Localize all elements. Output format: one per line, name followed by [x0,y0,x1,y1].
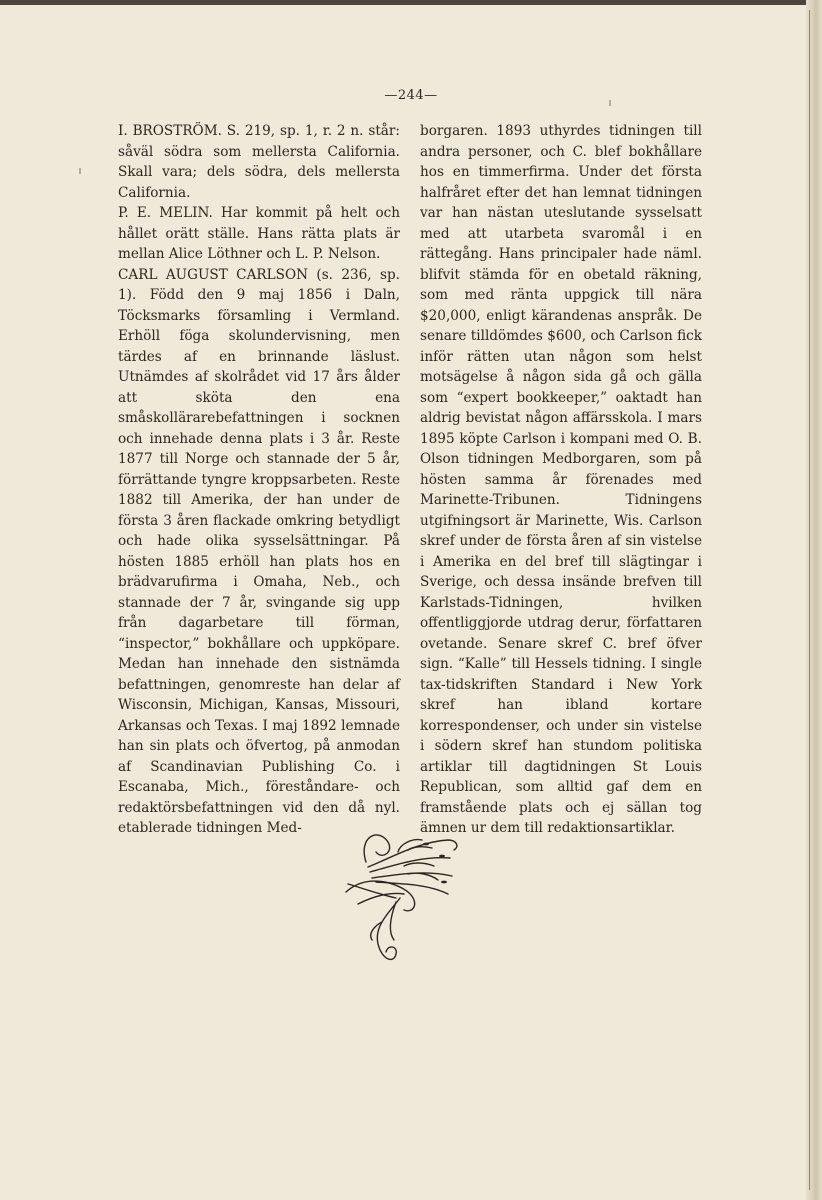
page-number: —244— [384,88,438,103]
entry-carlson-continued: borgaren. 1893 uthyrdes tidningen till andra personer, och C. blef bokhållare hos en timmerfirma. Under det första halfråret efter det han lemnat tidningen var han nästan uteslutande sysselsatt med att utarbeta svaromål i en rättegång. Hans principaler hade näml. blifvit stämda för en obetald räkning, som med ränta uppgick till nära $20,000, enligt kärandenas anspråk. De senare tilldömdes $600, och Carlson fick inför rätten utan någon som helst motsägelse å någon sida gå och gälla som “expert bookkeeper,” oaktadt han aldrig bevistat någon affärsskola. I mars 1895 köpte Carlson i kompani med O. B. Olson tidningen Medborgaren, som på hösten samma år förenades med Marinette-Tribunen. Tidningens utgifningsort är Marinette, Wis. Carlson skref under de första åren af sin vistelse i Amerika en del bref till slägtingar i Sverige, och dessa insände brefven till Karlstads-Tidningen, hvilken offentliggjorde utdrag derur, författaren ovetande. Senare skref C. bref öfver sign. “Kalle” till Hessels tidning. I single tax-tidskriften Standard i New York skref han ibland kortare korrespondenser, och under sin vistelse i södern skref han stundom politiska artiklar till dagtidningen St Louis Republican, som alltid gaf dem en framstående plats och ej sällan tog ämnen ur dem till redaktionsartiklar. [420,123,702,836]
spine-shadow-line [809,10,810,1190]
calligraphic-flourish-ornament [338,822,468,972]
scan-top-edge [0,0,822,5]
right-column [420,121,702,839]
entry-brostrom: I. BROSTRÖM. S. 219, sp. 1, r. 2 n. står: såväl södra som mellersta California. Skall vara; dels södra, dels mellersta California. [118,123,400,201]
scan-speck [79,168,81,174]
left-column [118,121,400,839]
entry-melin: P. E. MELIN. Har kommit på helt och hållet orätt ställe. Hans rätta plats är mellan Alice Löthner och L. P. Nelson. [118,205,400,262]
entry-carlson: CARL AUGUST CARLSON (s. 236, sp. 1). Född den 9 maj 1856 i Daln, Töcksmarks församling i Vermland. Erhöll föga skolundervisning, men tärdes af en brinnande läslust. Utnämdes af skolrådet vid 17 års ålder att sköta den ena småskollärarebefattningen i socknen och innehade denna plats i 3 år. Reste 1877 till Norge och stannade der 5 år, förrättande tyngre kroppsarbeten. Reste 1882 till Amerika, der han under de första 3 åren flackade omkring betydligt och hade olika sysselsättningar. På hösten 1885 erhöll han plats hos en brädvarufirma i Omaha, Neb., och stannade der 7 år, svingande sig upp från dagarbetare till förman, “inspector,” bokhållare och uppköpare. Medan han innehade den sistnämda befattningen, genomreste han delar af Wisconsin, Michigan, Kansas, Missouri, Arkansas och Texas. I maj 1892 lemnade han sin plats och öfvertog, på anmodan af Scandinavian Publishing Co. i Escanaba, Mich., föreståndare- och redaktörsbefattningen vid den då nyl. etablerade tidningen Med- [118,266,400,836]
